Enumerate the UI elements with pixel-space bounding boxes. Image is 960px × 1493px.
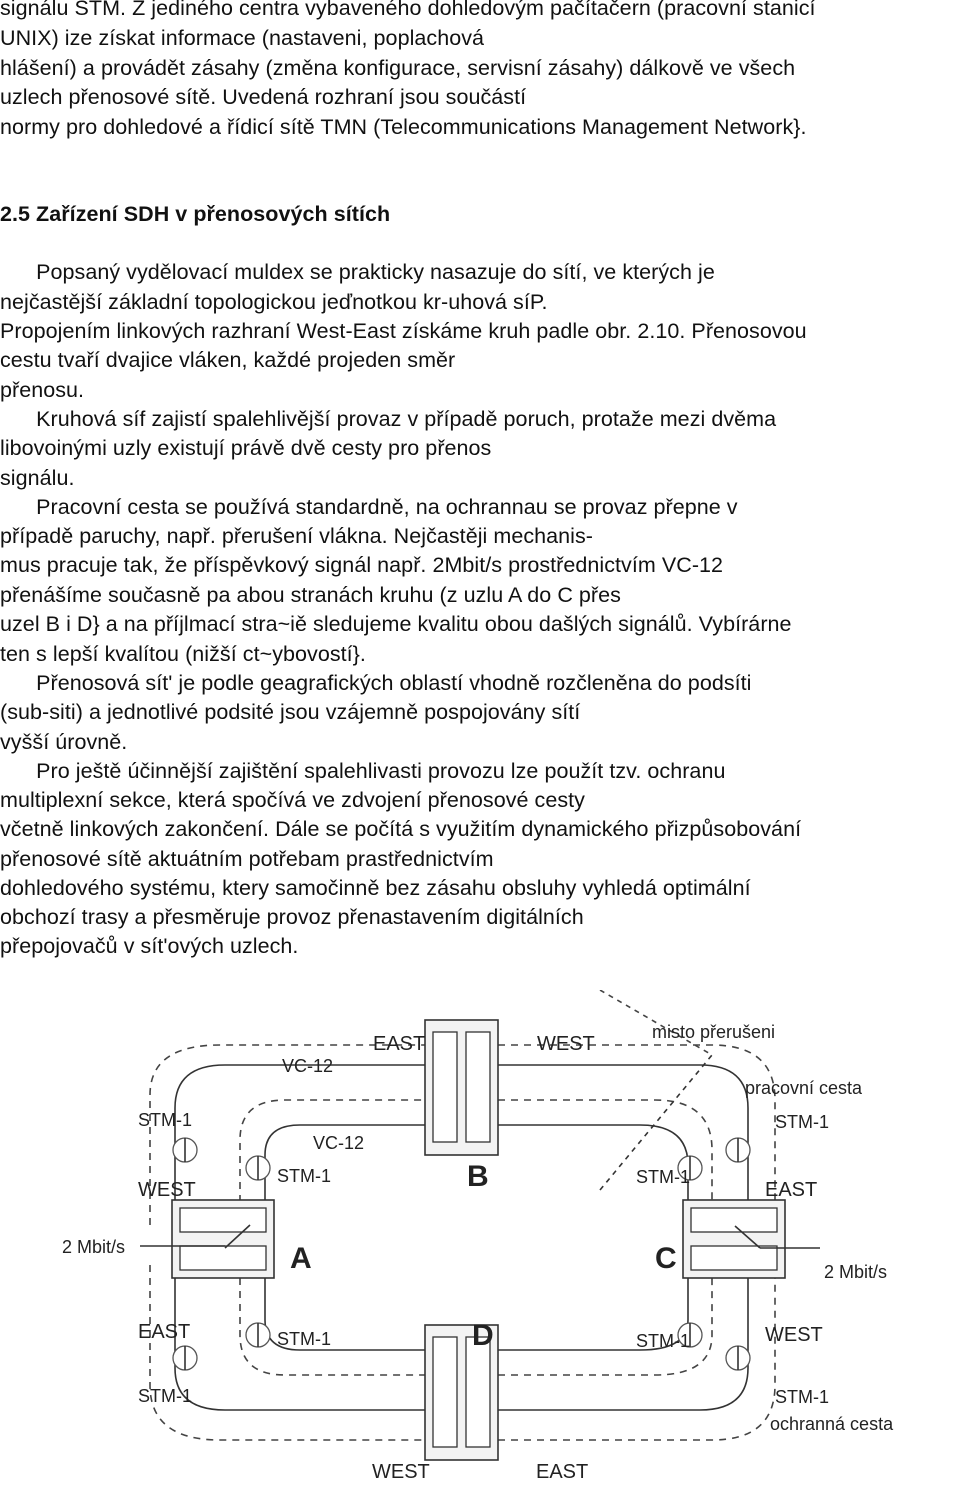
label-misto-preruseni: misto přerušeni (652, 1022, 776, 1042)
label-pracovni-cesta: pracovní cesta (745, 1078, 863, 1098)
body-line: cestu tvaří dvajice vláken, každé projeden směr (0, 348, 456, 372)
body-line: Propojením linkových razhraní West-East získáme kruh padle obr. 2.10. Přenosovou (0, 319, 807, 343)
label-ochranna-cesta: ochranná cesta (770, 1414, 894, 1434)
label-stm1-top-left: STM-1 (138, 1110, 192, 1130)
label-vc12-top: VC-12 (282, 1056, 334, 1076)
body-line: ten s lepší kvalítou (nižší ct~ybovostí}. (0, 642, 366, 666)
label-stm1-bottom-right: STM-1 (775, 1387, 829, 1407)
body-line: vyšší úrovně. (0, 730, 128, 754)
label-d-west: WEST (372, 1461, 430, 1483)
body-line: přenosové sítě aktuátním potřebam prastřednictvím (0, 847, 494, 871)
working-path-lower-right (498, 1260, 748, 1410)
label-stm1-d-left: STM-1 (277, 1329, 331, 1349)
body-line: nejčastější základní topologickou jeďnotkou kr-uhová síP. (0, 290, 548, 314)
body-line: (sub-siti) a jednotlivé podsité jsou vzájemně pospojovány sítí (0, 700, 581, 724)
text-line: normy pro dohledové a řídicí sítě TMN (Telecommunications Management Network}. (0, 115, 807, 139)
body-line: mus pracuje tak, že příspěvkový signál např. 2Mbit/s prostřednictvím VC-12 (0, 553, 724, 577)
body-line: Kruhová síf zajistí spalehlivější provaz v případě poruch, protaže mezi dvěma (0, 407, 777, 431)
node-c-box (683, 1200, 820, 1278)
body-line: Pracovní cesta se používá standardně, na ochrannau se provaz přepne v (0, 495, 738, 519)
label-stm1-b-right: STM-1 (636, 1167, 690, 1187)
label-d-east: EAST (536, 1461, 589, 1483)
protection-path-inner (240, 1100, 425, 1215)
working-path-inner-right (498, 1125, 688, 1200)
label-stm1-d-right: STM-1 (636, 1331, 690, 1351)
body-line: Popsaný vydělovací muldex se prakticky nasazuje do sítí, ve kterých je (0, 260, 715, 284)
label-b-east: EAST (373, 1033, 426, 1055)
working-path-outer (175, 1065, 425, 1220)
node-label-d: D (472, 1319, 494, 1352)
label-a-west: WEST (138, 1179, 196, 1201)
body-line: multiplexní sekce, která spočívá ve zdvojení přenosové cesty (0, 788, 585, 812)
text-line: signálu STM. Z jediného centra vybaveného dohledovým pačítačern (pracovní stanicí (0, 0, 816, 20)
protection-path-inner-lower (240, 1265, 425, 1375)
body-line: libovoinými uzly existují právě dvě cesty pro přenos (0, 436, 492, 460)
node-label-a: A (290, 1242, 312, 1275)
node-label-b: B (467, 1160, 489, 1193)
body-line: včetně linkových zakončení. Dále se počítá s využitím dynamického přizpůsobování (0, 817, 802, 841)
body-line: uzel B i D} a na příjlmací stra~iě sledujeme kvalitu obou dašlých signálů. Vybírárne (0, 612, 792, 636)
label-stm1-b-left: STM-1 (277, 1166, 331, 1186)
label-stm1-bottom-left: STM-1 (138, 1386, 192, 1406)
protection-path-inner-lower-right (498, 1260, 712, 1375)
label-c-tributary: 2 Mbit/s (824, 1262, 888, 1282)
text-line: uzlech přenosové sítě. Uvedená rozhraní jsou součástí (0, 85, 527, 109)
body-line: Přenosová sít' je podle geagrafických oblastí vhodně rozčleněna do podsíti (0, 671, 752, 695)
node-b-box (425, 1020, 498, 1155)
body-line: přepojovačů v sít'ových uzlech. (0, 934, 299, 958)
node-a-box (140, 1200, 274, 1278)
sdh-ring-diagram (0, 990, 960, 1493)
label-a-tributary: 2 Mbit/s (62, 1237, 126, 1257)
body-line: signálu. (0, 466, 75, 490)
body-line: přenosu. (0, 378, 85, 402)
label-c-east: EAST (765, 1179, 818, 1201)
label-stm1-top-right: STM-1 (775, 1112, 829, 1132)
label-a-east: EAST (138, 1321, 191, 1343)
label-vc12-inner: VC-12 (313, 1133, 365, 1153)
node-label-c: C (655, 1242, 677, 1275)
body-line: Pro ještě účinnější zajištění spalehlivasti provozu lze použít tzv. ochranu (0, 759, 726, 783)
section-heading: 2.5 Zařízení SDH v přenosových sítích (0, 202, 391, 226)
label-c-west: WEST (765, 1324, 823, 1346)
body-line: obchozí trasy a přesměruje provoz přenastavením digitálních (0, 905, 584, 929)
text-line: hlášení) a provádět zásahy (změna konfigurace, servisní zásahy) dálkově ve všech (0, 56, 796, 80)
text-line: UNIX) ize získat informace (nastaveni, poplachová (0, 26, 485, 50)
body-line: přenášíme současně pa abou stranách kruhu (z uzlu A do C přes (0, 583, 621, 607)
label-b-west: WEST (537, 1033, 595, 1055)
body-line: případě paruchy, např. přerušení vlákna. Nejčastěji mechanis- (0, 524, 594, 548)
body-line: dohledového systému, ktery samočinně bez zásahu obsluhy vyhledá optimální (0, 876, 751, 900)
